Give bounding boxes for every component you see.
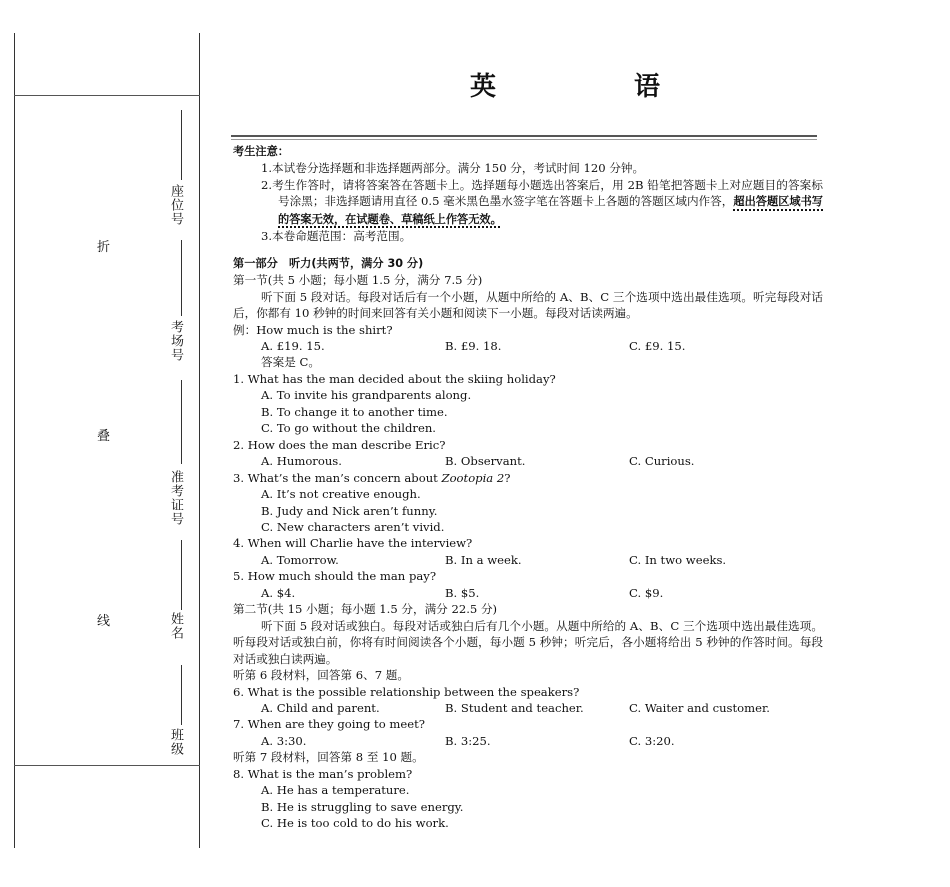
q4-option-b: B. In a week. [445, 552, 522, 567]
q1-option-a: A. To invite his grandparents along. [261, 388, 472, 403]
q6-option-a: A. Child and parent. [261, 700, 380, 715]
q2-options [233, 453, 823, 469]
fold-mark-die: 叠 [97, 429, 111, 444]
student-name-blank[interactable] [181, 540, 182, 610]
margin-bottom-line [14, 765, 200, 766]
q8-option-a: A. He has a temperature. [261, 783, 410, 798]
section1-heading: 第一节(共 5 小题；每小题 1.5 分，满分 7.5 分) [233, 273, 483, 288]
notice-item-1: 1.本试卷分选择题和非选择题两部分。满分 150 分，考试时间 120 分钟。 [261, 161, 645, 176]
margin-top-line [14, 95, 200, 96]
seat-number-label: 座位号 [168, 184, 183, 226]
title-rule-thin [231, 139, 817, 140]
margin-outer-line [14, 33, 15, 848]
q3-option-a: A. It’s not creative enough. [261, 487, 421, 502]
question-8: 8. What is the man’s problem? [233, 766, 413, 781]
seat-number-blank[interactable] [181, 110, 182, 180]
class-label: 班级 [168, 728, 183, 756]
part1-heading: 第一部分 听力(共两节，满分 30 分) [233, 256, 424, 270]
q1-option-b: B. To change it to another time. [261, 404, 448, 419]
example-option-b: B. £9. 18. [445, 338, 502, 353]
example-options [233, 338, 823, 354]
question-5: 5. How much should the man pay? [233, 569, 437, 584]
q6-option-b: B. Student and teacher. [445, 700, 584, 715]
q2-option-b: B. Observant. [445, 454, 526, 469]
q4-option-c: C. In two weeks. [629, 552, 727, 567]
q7-options [233, 733, 823, 749]
example-answer: 答案是 C。 [261, 355, 320, 370]
q3-option-b: B. Judy and Nick aren’t funny. [261, 503, 438, 518]
q6-option-c: C. Waiter and customer. [629, 700, 770, 715]
question-3-mark: ? [504, 470, 511, 485]
q5-options [233, 585, 823, 601]
q7-option-b: B. 3:25. [445, 733, 491, 748]
q2-option-a: A. Humorous. [261, 454, 342, 469]
material-6-note: 听第 6 段材料，回答第 6、7 题。 [233, 668, 409, 683]
page-title: 英 语 [470, 72, 717, 102]
question-3-text: 3. What’s the man’s concern about [233, 470, 442, 485]
section1-instructions: 听下面 5 段对话。每段对话后有一个小题，从题中所给的 A、B、C 三个选项中选出最佳选项。听完每段对话后，你都有 10 秒钟的时间来回答有关小题和阅读下一小题。每段对话读两遍。 [233, 289, 823, 321]
question-3-film-title: Zootopia 2 [441, 470, 505, 485]
notice-item-2 [233, 177, 823, 228]
q5-option-b: B. $5. [445, 585, 480, 600]
notice-item-2-emphasis: 超出答题区域书写的答案无效，在试题卷、草稿纸上作答无效。 [278, 195, 823, 226]
q7-option-c: C. 3:20. [629, 733, 675, 748]
question-7: 7. When are they going to meet? [233, 717, 425, 732]
question-3 [233, 470, 823, 486]
example-question: 例：How much is the shirt? [233, 322, 393, 337]
q7-option-a: A. 3:30. [261, 733, 307, 748]
notice-heading: 考生注意： [233, 145, 289, 158]
q2-option-c: C. Curious. [629, 454, 695, 469]
question-1: 1. What has the man decided about the skiing holiday? [233, 371, 556, 386]
q5-option-a: A. $4. [261, 585, 296, 600]
margin-inner-line [199, 33, 200, 848]
exam-content [233, 143, 823, 832]
fold-mark-xian: 线 [97, 614, 111, 629]
notice-item-3: 3.本卷命题范围：高考范围。 [261, 229, 412, 244]
q3-option-c: C. New characters aren’t vivid. [261, 519, 445, 534]
class-blank[interactable] [181, 665, 182, 725]
notice-item-2-text: 2.考生作答时，请将答案答在答题卡上。选择题每小题选出答案后，用 2B 铅笔把答题卡上对应题目的答案标号涂黑；非选择题请用直径 0.5 毫米黑色墨水签字笔在答题卡上各题的答题区域内作答， [261, 177, 823, 209]
q8-option-b: B. He is struggling to save energy. [261, 799, 464, 814]
admission-number-blank[interactable] [181, 380, 182, 464]
fold-mark-zhe: 折 [97, 240, 111, 255]
question-4: 4. When will Charlie have the interview? [233, 536, 473, 551]
example-option-c: C. £9. 15. [629, 338, 686, 353]
q4-option-a: A. Tomorrow. [261, 552, 339, 567]
q8-option-c: C. He is too cold to do his work. [261, 816, 449, 831]
question-2: 2. How does the man describe Eric? [233, 437, 446, 452]
student-name-label: 姓名 [168, 612, 183, 640]
material-7-note: 听第 7 段材料，回答第 8 至 10 题。 [233, 750, 424, 765]
admission-number-label: 准考证号 [168, 470, 183, 526]
exam-room-label: 考场号 [168, 320, 183, 362]
title-rule-thick [231, 135, 817, 137]
section2-instructions: 听下面 5 段对话或独白。每段对话或独白后有几个小题。从题中所给的 A、B、C 三个选项中选出最佳选项。听每段对话或独白前，你将有时间阅读各个小题，每小题 5 秒钟；听完后，各小题将给出 5 秒钟的作答时间。每段对话或独白读两遍。 [233, 618, 823, 666]
q4-options [233, 552, 823, 568]
q6-options [233, 700, 823, 716]
section2-heading: 第二节(共 15 小题；每小题 1.5 分，满分 22.5 分) [233, 602, 498, 617]
q1-option-c: C. To go without the children. [261, 421, 436, 436]
question-6: 6. What is the possible relationship between the speakers? [233, 684, 580, 699]
example-option-a: A. £19. 15. [261, 338, 325, 353]
exam-room-blank[interactable] [181, 240, 182, 316]
q5-option-c: C. $9. [629, 585, 664, 600]
